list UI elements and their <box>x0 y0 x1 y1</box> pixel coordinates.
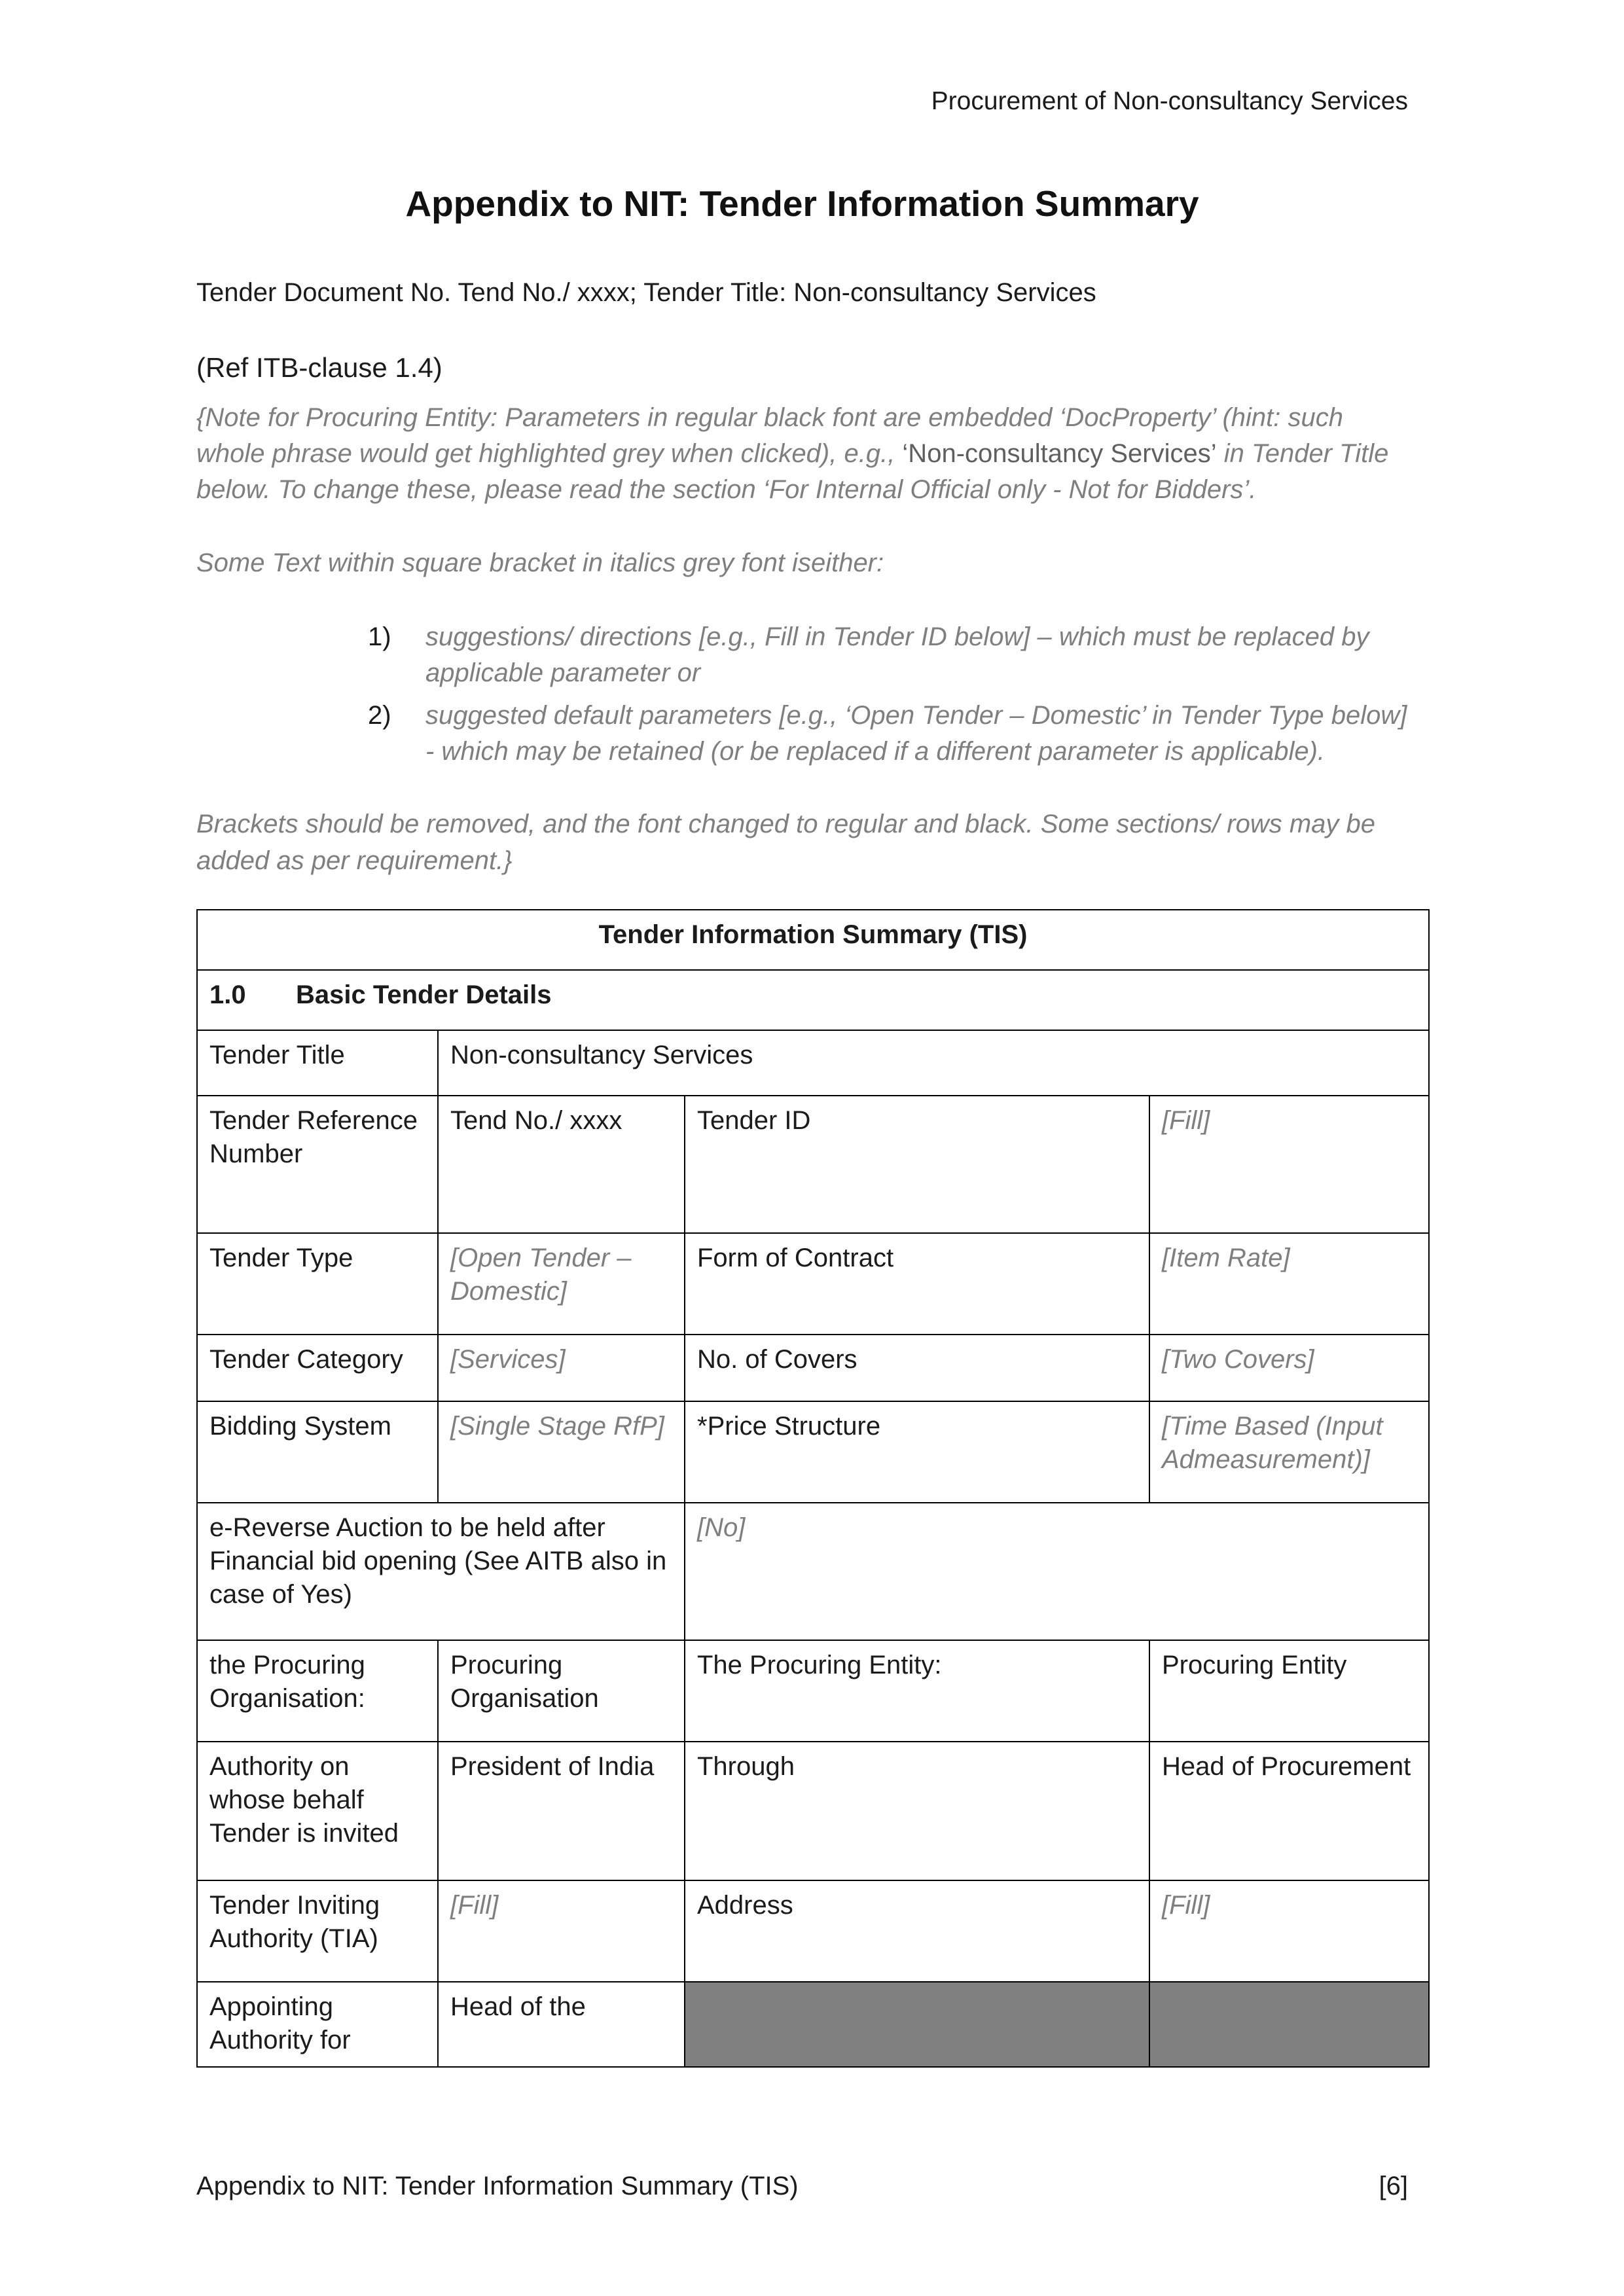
note-text-part1: {Note for Procuring Entity: Parameters in regular black font are embedded ‘DocProperty’ (hint: such whole phrase would get highlighted grey when clicked), e.g., <box>196 403 1343 469</box>
value-authority: President of India <box>438 1742 685 1880</box>
row-tender-reference <box>197 1096 1429 1233</box>
label-price-structure: *Price Structure <box>685 1401 1149 1503</box>
running-header: Procurement of Non-consultancy Services <box>931 87 1408 115</box>
row-tender-type <box>197 1233 1429 1335</box>
value-tender-id: [Fill] <box>1149 1096 1429 1233</box>
procuring-entity-note <box>196 400 1408 509</box>
tender-information-summary-table <box>196 909 1430 2068</box>
value-form-of-contract: [Item Rate] <box>1149 1233 1429 1335</box>
label-tender-reference: Tender Reference Number <box>197 1096 438 1233</box>
label-tender-title: Tender Title <box>197 1030 438 1096</box>
value-procuring-entity: Procuring Entity <box>1149 1640 1429 1742</box>
value-e-reverse-auction: [No] <box>685 1503 1429 1640</box>
value-bidding-system: [Single Stage RfP] <box>438 1401 685 1503</box>
section-heading <box>197 970 1429 1030</box>
label-e-reverse-auction: e-Reverse Auction to be held after Financial bid opening (See AITB also in case of Yes) <box>197 1503 685 1640</box>
value-procuring-organisation: Procuring Organisation <box>438 1640 685 1742</box>
label-bidding-system: Bidding System <box>197 1401 438 1503</box>
row-tender-title <box>197 1030 1429 1096</box>
row-tia <box>197 1880 1429 1982</box>
list-number-2: 2) <box>368 701 391 730</box>
section-number: 1.0 <box>209 980 246 1009</box>
table-title-row <box>197 910 1429 970</box>
label-tender-type: Tender Type <box>197 1233 438 1335</box>
footer-title: Appendix to NIT: Tender Information Summary (TIS) <box>196 2171 799 2200</box>
value-no-of-covers: [Two Covers] <box>1149 1335 1429 1401</box>
shaded-cell-1 <box>685 1982 1149 2067</box>
list-text-1: suggestions/ directions [e.g., Fill in Tender ID below] – which must be replaced by applicable parameter or <box>425 622 1369 687</box>
row-procuring-organisation <box>197 1640 1429 1742</box>
label-appointing-authority: Appointing Authority for <box>197 1982 438 2067</box>
label-procuring-entity: The Procuring Entity: <box>685 1640 1149 1742</box>
page-title: Appendix to NIT: Tender Information Summary <box>405 183 1199 224</box>
row-bidding-system <box>197 1401 1429 1503</box>
row-appointing-authority <box>197 1982 1429 2067</box>
label-tia: Tender Inviting Authority (TIA) <box>197 1880 438 1982</box>
value-address: [Fill] <box>1149 1880 1429 1982</box>
label-form-of-contract: Form of Contract <box>685 1233 1149 1335</box>
list-item-2 <box>196 698 1408 770</box>
label-address: Address <box>685 1880 1149 1982</box>
label-no-of-covers: No. of Covers <box>685 1335 1149 1401</box>
square-bracket-intro: Some Text within square bracket in italics grey font iseither: <box>196 548 884 577</box>
value-price-structure: [Time Based (Input Admeasurement)] <box>1149 1401 1429 1503</box>
shaded-cell-2 <box>1149 1982 1429 2067</box>
value-tender-category: [Services] <box>438 1335 685 1401</box>
table-title: Tender Information Summary (TIS) <box>197 910 1429 970</box>
value-tender-type: [Open Tender – Domestic] <box>438 1233 685 1335</box>
value-tender-title: Non-consultancy Services <box>438 1030 1429 1096</box>
row-tender-category <box>197 1335 1429 1401</box>
label-procuring-organisation: the Procuring Organisation: <box>197 1640 438 1742</box>
row-authority <box>197 1742 1429 1880</box>
label-tender-category: Tender Category <box>197 1335 438 1401</box>
section-title: Basic Tender Details <box>296 980 552 1009</box>
list-item-1 <box>196 619 1408 691</box>
ref-clause-line: (Ref ITB-clause 1.4) <box>196 352 442 383</box>
note-text-part2: in Tender Title below. To change these, please read the section ‘For Internal Official only - Not for Bidders’. <box>196 439 1389 505</box>
note-embedded-parameter: ‘Non-consultancy Services’ <box>902 439 1217 469</box>
value-tender-reference: Tend No./ xxxx <box>438 1096 685 1233</box>
value-tia: [Fill] <box>438 1880 685 1982</box>
label-through: Through <box>685 1742 1149 1880</box>
value-appointing-authority: Head of the <box>438 1982 685 2067</box>
row-e-reverse-auction <box>197 1503 1429 1640</box>
label-tender-id: Tender ID <box>685 1096 1149 1233</box>
notes-list <box>196 619 1408 770</box>
label-authority: Authority on whose behalf Tender is invited <box>197 1742 438 1880</box>
tender-document-line: Tender Document No. Tend No./ xxxx; Tender Title: Non-consultancy Services <box>196 278 1096 307</box>
footer-page-number: [6] <box>1379 2171 1408 2200</box>
list-number-1: 1) <box>368 622 391 651</box>
section-row <box>197 970 1429 1030</box>
page-footer <box>196 2168 1408 2204</box>
brackets-note: Brackets should be removed, and the font changed to regular and black. Some sections/ rows may be added as per requirement.} <box>196 810 1376 875</box>
list-text-2: suggested default parameters [e.g., ‘Open Tender – Domestic’ in Tender Type below] - which may be retained (or be replaced if a different parameter is applicable). <box>425 701 1407 766</box>
value-through: Head of Procurement <box>1149 1742 1429 1880</box>
